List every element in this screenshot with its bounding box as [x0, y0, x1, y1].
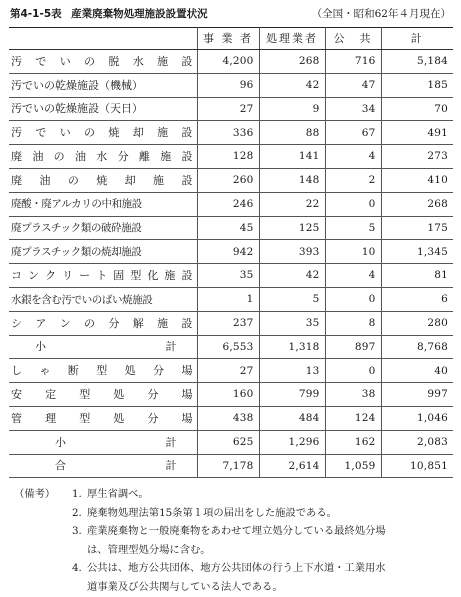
- row-label: 汚 で い の 焼 却 施 設: [9, 121, 197, 145]
- row-label: 安 定 型 処 分 場: [9, 383, 197, 407]
- value-total: 175: [381, 216, 453, 240]
- value-business: 246: [197, 192, 259, 216]
- value-contractor: 5: [259, 287, 325, 311]
- column-header-contractor: 処理業者: [259, 28, 325, 50]
- value-contractor: 22: [259, 192, 325, 216]
- row-label: 廃 油 の 焼 却 施 設: [9, 168, 197, 192]
- table-header: [10, 6, 451, 22]
- value-contractor: 42: [259, 264, 325, 288]
- value-public: 0: [325, 359, 381, 383]
- value-public: 38: [325, 383, 381, 407]
- as-of-date: （全国・昭和62年４月現在）: [311, 8, 451, 20]
- value-public: 34: [325, 97, 381, 121]
- row-label: コ ン ク リ ー ト 固 型 化 施 設: [9, 264, 197, 288]
- value-total: 8,768: [381, 335, 453, 359]
- value-business: 4,200: [197, 50, 259, 74]
- table-code: 第4-1-5表: [10, 8, 62, 20]
- note-text: 廃棄物処理法第15条第１項の届出をした施設である。: [87, 506, 337, 519]
- value-business: 45: [197, 216, 259, 240]
- value-total: 491: [381, 121, 453, 145]
- row-label: 廃プラスチック類の焼却施設: [9, 240, 197, 264]
- value-contractor: 484: [259, 406, 325, 430]
- value-total: 273: [381, 145, 453, 169]
- row-label: し ゃ 断 型 処 分 場: [9, 359, 197, 383]
- note-line: [14, 504, 454, 523]
- row-label: 汚でいの乾燥施設（天日）: [9, 97, 197, 121]
- value-public: 2: [325, 168, 381, 192]
- value-total: 1,046: [381, 406, 453, 430]
- value-business: 237: [197, 311, 259, 335]
- row-label: 管 理 型 処 分 場: [9, 406, 197, 430]
- value-business: 260: [197, 168, 259, 192]
- value-public: 8: [325, 311, 381, 335]
- value-contractor: 268: [259, 50, 325, 74]
- value-contractor: 9: [259, 97, 325, 121]
- value-public: 10: [325, 240, 381, 264]
- value-public: 1,059: [325, 454, 381, 478]
- value-total: 268: [381, 192, 453, 216]
- note-text: は、管理型処分場に含む。: [87, 543, 211, 556]
- note-number: 1.: [72, 488, 82, 500]
- value-total: 6: [381, 287, 453, 311]
- value-contractor: 393: [259, 240, 325, 264]
- row-label: 廃プラスチック類の破砕施設: [9, 216, 197, 240]
- row-label: 合 計: [9, 454, 197, 478]
- table-row: [9, 287, 453, 311]
- value-business: 128: [197, 145, 259, 169]
- table-row: [9, 168, 453, 192]
- header-row: [9, 28, 453, 50]
- note-number: 2.: [72, 506, 82, 519]
- table-row: [9, 359, 453, 383]
- row-label: 小 計: [9, 430, 197, 454]
- value-contractor: 141: [259, 145, 325, 169]
- value-public: 897: [325, 335, 381, 359]
- value-business: 35: [197, 264, 259, 288]
- value-business: 7,178: [197, 454, 259, 478]
- value-total: 2,083: [381, 430, 453, 454]
- value-total: 40: [381, 359, 453, 383]
- note-line: [14, 541, 454, 560]
- value-business: 6,553: [197, 335, 259, 359]
- note-line: [14, 522, 454, 541]
- value-business: 160: [197, 383, 259, 407]
- note-text: 産業廃棄物と一般廃棄物をあわせて埋立処分している最終処分場: [87, 525, 386, 538]
- row-label: 廃酸・廃アルカリの中和施設: [9, 192, 197, 216]
- value-public: 162: [325, 430, 381, 454]
- value-contractor: 88: [259, 121, 325, 145]
- table-row: [9, 121, 453, 145]
- table-row: [9, 311, 453, 335]
- facilities-table: [9, 27, 453, 478]
- value-total: 410: [381, 168, 453, 192]
- value-public: 0: [325, 192, 381, 216]
- value-contractor: 1,296: [259, 430, 325, 454]
- value-public: 124: [325, 406, 381, 430]
- note-line: [14, 559, 454, 578]
- value-contractor: 148: [259, 168, 325, 192]
- value-business: 438: [197, 406, 259, 430]
- row-label: 小 計: [9, 335, 197, 359]
- row-label: 水銀を含む汚でいのばい焼施設: [9, 287, 197, 311]
- table-row: [9, 335, 453, 359]
- value-total: 280: [381, 311, 453, 335]
- value-total: 81: [381, 264, 453, 288]
- value-business: 625: [197, 430, 259, 454]
- table-row: [9, 145, 453, 169]
- value-public: 4: [325, 145, 381, 169]
- value-contractor: 799: [259, 383, 325, 407]
- note-text: 公共は、地方公共団体、地方公共団体の行う上下水道・工業用水: [87, 562, 386, 575]
- value-total: 1,345: [381, 240, 453, 264]
- value-contractor: 42: [259, 73, 325, 97]
- value-public: 716: [325, 50, 381, 74]
- table-title: 産業廃棄物処理施設設置状況: [71, 8, 208, 20]
- table-row: [9, 383, 453, 407]
- value-business: 27: [197, 97, 259, 121]
- value-business: 336: [197, 121, 259, 145]
- table-row: [9, 73, 453, 97]
- value-public: 5: [325, 216, 381, 240]
- table-row: [9, 406, 453, 430]
- table-row: [9, 97, 453, 121]
- value-public: 67: [325, 121, 381, 145]
- value-total: 185: [381, 73, 453, 97]
- row-label: シ ア ン の 分 解 施 設: [9, 311, 197, 335]
- column-header-total: 計: [381, 28, 453, 50]
- table-row: [9, 216, 453, 240]
- value-contractor: 125: [259, 216, 325, 240]
- notes: [14, 485, 454, 597]
- value-contractor: 1,318: [259, 335, 325, 359]
- table-row: [9, 430, 453, 454]
- value-contractor: 13: [259, 359, 325, 383]
- note-number: 4.: [72, 562, 82, 575]
- row-label: 汚でいの乾燥施設（機械）: [9, 73, 197, 97]
- note-line: [14, 578, 454, 597]
- value-total: 10,851: [381, 454, 453, 478]
- column-header-label: [9, 28, 197, 50]
- value-total: 997: [381, 383, 453, 407]
- column-header-public: 公 共: [325, 28, 381, 50]
- value-contractor: 35: [259, 311, 325, 335]
- value-business: 942: [197, 240, 259, 264]
- notes-lead: （備考）: [14, 488, 56, 500]
- table-row: [9, 50, 453, 74]
- value-total: 5,184: [381, 50, 453, 74]
- table-row: [9, 264, 453, 288]
- value-contractor: 2,614: [259, 454, 325, 478]
- value-public: 47: [325, 73, 381, 97]
- table-row: [9, 454, 453, 478]
- row-label: 廃 油 の 油 水 分 離 施 設: [9, 145, 197, 169]
- row-label: 汚 で い の 脱 水 施 設: [9, 50, 197, 74]
- table-row: [9, 240, 453, 264]
- note-text: 道事業及び公共関与している法人である。: [87, 580, 283, 593]
- value-business: 96: [197, 73, 259, 97]
- value-total: 70: [381, 97, 453, 121]
- note-number: 3.: [72, 525, 82, 538]
- value-public: 0: [325, 287, 381, 311]
- note-text: 厚生省調べ。: [87, 488, 149, 500]
- value-public: 4: [325, 264, 381, 288]
- table-row: [9, 192, 453, 216]
- column-header-business: 事 業 者: [197, 28, 259, 50]
- value-business: 27: [197, 359, 259, 383]
- value-business: 1: [197, 287, 259, 311]
- note-line: [14, 485, 454, 504]
